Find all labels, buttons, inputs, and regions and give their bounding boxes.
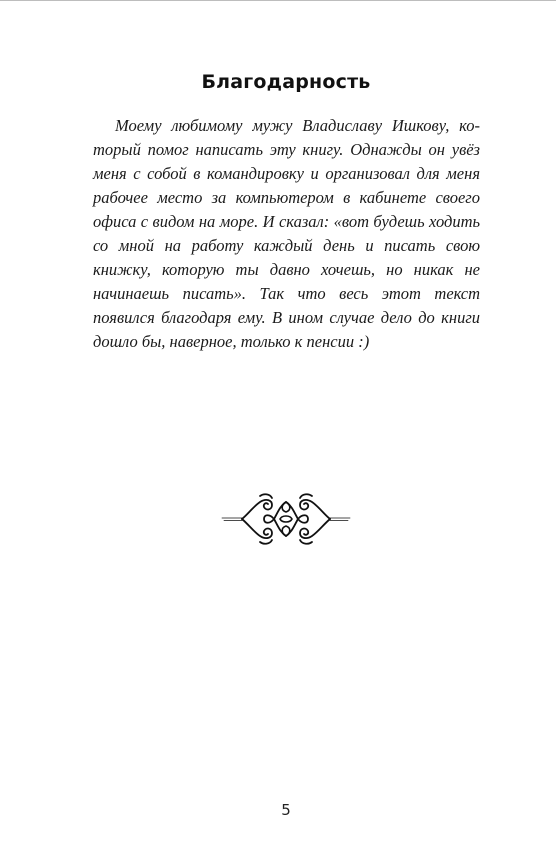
- page-title: Благодарность: [201, 71, 371, 93]
- dedication-paragraph: Моему любимому мужу Владиславу Ишкову, который помог написать эту книгу. Однажды он увёз меня с собой в командировку и организовал для меня рабочее место за компьютером в кабинете своего офиса с видом на море. И сказал: «вот будешь ходить со мной на работу каждый день и писать свою книжку, которую ты давно хочешь, но никак не начинаешь писать». Так что весь этот текст появился благодаря ему. В ином случае дело до книги дошло бы, наверное, только к пенсии :): [93, 116, 480, 351]
- flourish-divider-icon: [220, 490, 352, 548]
- page-number: 5: [281, 801, 291, 819]
